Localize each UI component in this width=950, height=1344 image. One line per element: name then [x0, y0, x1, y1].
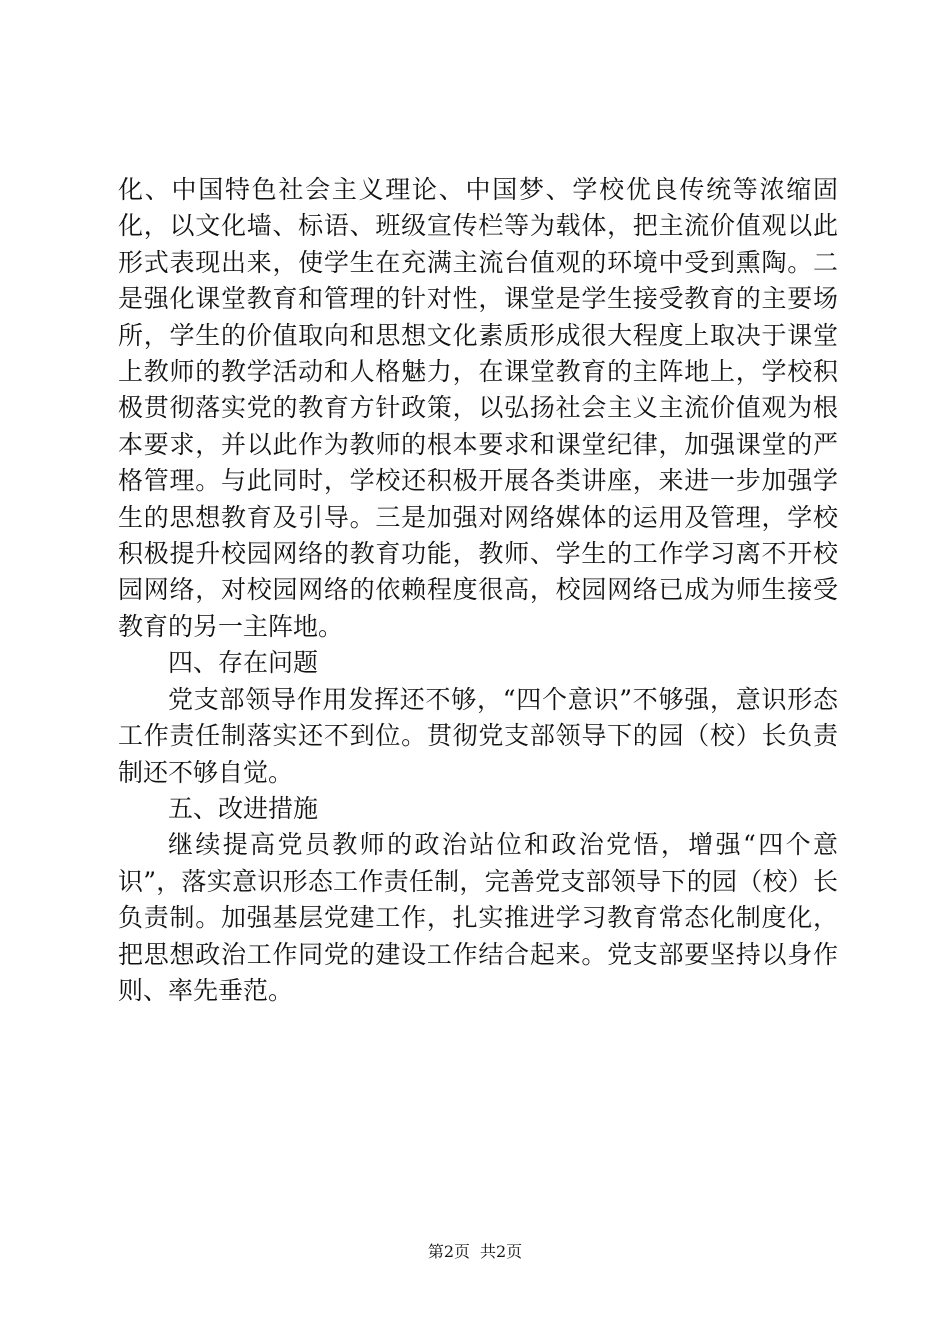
paragraph-continued: 化、中国特色社会主义理论、中国梦、学校优良传统等浓缩固化，以文化墙、标语、班级宣传栏等为载体，把主流价值观以此形式表现出来，使学生在充满主流台值观的环境中受到熏陶。二是强化课堂教育和管理的针对性，课堂是学生接受教育的主要场所，学生的价值取向和思想文化素质形成很大程度上取决于课堂上教师的教学活动和人格魅力，在课堂教育的主阵地上，学校积极贯彻落实党的教育方针政策，以弘扬社会主义主流价值观为根本要求，并以此作为教师的根本要求和课堂纪律，加强课堂的严格管理。与此同时，学校还积极开展各类讲座，来进一步加强学生的思想教育及引导。三是加强对网络媒体的运用及管理，学校积极提升校园网络的教育功能，教师、学生的工作学习离不开校园网络，对校园网络的依赖程度很高，校园网络已成为师生接受教育的另一主阵地。 [118, 175, 838, 641]
document-body [118, 172, 838, 1009]
page-number-total: 共2页 [480, 1242, 523, 1261]
page-footer [0, 1242, 950, 1262]
page-number-current: 第2页 [427, 1242, 470, 1261]
section-heading-problems: 四、存在问题 [168, 648, 319, 678]
paragraph-measures: 继续提高党员教师的政治站位和政治党悟，增强“四个意识”，落实意识形态工作责任制，完善党支部领导下的园（校）长负责制。加强基层党建工作，扎实推进学习教育常态化制度化，把思想政治工作同党的建设工作结合起来。党支部要坚持以身作则、率先垂范。 [118, 830, 838, 1005]
section-heading-measures: 五、改进措施 [168, 793, 319, 823]
paragraph-problems: 党支部领导作用发挥还不够，“四个意识”不够强，意识形态工作责任制落实还不到位。贯彻党支部领导下的园（校）长负责制还不够自觉。 [118, 684, 838, 787]
